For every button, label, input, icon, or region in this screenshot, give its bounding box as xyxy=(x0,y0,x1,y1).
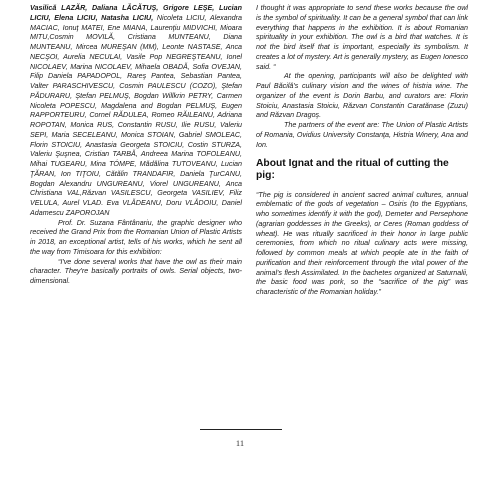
right-paragraph-2: At the opening, participants will also be delighted with Paul Băcilă's culinary vision and the wines of histria wine. The organizer of the event is Dorin Barbu, and curators are: Florin Stoiciu, Anastasia Stoiciu, Răzvan Constantin Caratănase (Zuzu) and Răzvan Dragoş. xyxy=(256,72,468,120)
right-paragraph-4: “The pig is considered in ancient sacred animal cultures, annual emblematic of the gods of vegetation – Osiris (to the Egyptians, who sometimes identify it with the god), Demeter and Persephone (agrarian goddesses in the Greeks), or Ceres (Roman goddess of wheat). He was ritually sacrificed in their honor in large public ceremonies, from which no ritual culinary acts were missing, followed by common meals at which people ate in the faith of purification and their reinforcement through the vital power of the animal's flesh Assimilated. In the bachetes organized at Saturnalii, the basic food was pork, so the “sacrifice of the pig” was characteristic of the Romanian holiday.” xyxy=(256,190,468,297)
left-paragraph-1: Prof. Dr. Suzana Fântânariu, the graphic designer who received the Grand Prix from the Romanian Union of Plastic Artists in 2018, an exceptional artist, tells of his works, which he sent all the way from Timisoara for this exhibition: xyxy=(30,218,242,256)
left-column xyxy=(30,4,242,287)
right-column xyxy=(256,4,468,298)
participant-names xyxy=(30,4,242,219)
right-paragraph-3: The partners of the event are: The Union of Plastic Artists of Romania, Ovidius University Constanţa, Histria Winery, Ana and Ion. xyxy=(256,121,468,149)
participant-names-bold: Vasilică LAZĂR, Daliana LĂCĂTUŞ, Grigore LEŞE, Lucian LICIU, Elena LICIU, Natasha LICIU, xyxy=(30,4,242,22)
left-paragraph-2: “I've done several works that have the owl as their main character. They're basically portraits of owls. Serial objects, two-dimensional. xyxy=(30,257,242,285)
right-paragraph-1: I thought it was appropriate to send these works because the owl is the symbol of spirituality. It can be a general symbol that can link everything that happens in the exhibition. It is about Romanian spirituality in your exhibition. The owl is a bird that watches. It is not the bird itself that is important, especially its symbolism. It creates a lot of mystery. Art is generally mystery, as Eugen Ionesco said. “ xyxy=(256,4,468,71)
participant-names-rest: Nicoleta LICIU, Alexandra MACIAC, Ionuţ MATEI, Ene MIANA, Laurenţiu MIDVICHI, Mioara MITU,Cosmin MOVILĂ, Cristiana MUNTEANU, Diana MUNTEANU, Mircea MUREŞAN (MM), Leonte NASTASE, Anca NECŞOI, Aurelia NECULAI, Vasile Pop NEGREŞTEANU, Ionel NICOLAEV, Marina NICOLAEV, Mihaela OBADĂ, Sofia OVEJAN, Filip Daniela PAPADOPOL, Rareş Pantea, Sebastian Pantea, Valter PARASCHIVESCU, Cosmin PAULESCU (COZO), Ştefan PĂDURARU, Ştefan PELMUŞ, Bogdan Willkrin PETRY, Carmen Nicoleta POPESCU, Magdalena and Bogdan PELMUŞ, Eugen RAPPORTEURU, Cornel RĂDULEA, Romeo RĂILEANU, Adriana ROPOTAN, Monica RUS, Constantin RUSU, Ilie RUSU, Valeriu SEPI, Maria SECELEANU, Monica STOIAN, Gabriel SMOLEAC, Florin STOICIU, Anastasia Georgeta STOICIU, Costin STURZA, Valeriu Şuşnea, Cristian TARBĂ, Andreea Marina TOFOLEANU, Mihai TUGEARU, Mina TÓMPE, Mădălina TUTOVEANU, Lucian ŢĂRAN, Ion TIŢOIU, Cătălin TRANDAFIR, Daniela ŢurCANU, Bogdan Alexandru UNGUREANU, Viorel UNGUREANU, Anca Christiana VAL,Răzvan VASILESCU, Georgeta VASILIEV, Filiz VELULA, Aurel VLAD. Eva VLĂDEANU, Doru VLĂDOIU, Daniel Adamescu ZAPOROJAN xyxy=(30,13,242,217)
footer-divider xyxy=(200,429,282,430)
page-number: 11 xyxy=(235,438,245,448)
section-heading: About Ignat and the ritual of cutting the pig: xyxy=(256,158,449,182)
